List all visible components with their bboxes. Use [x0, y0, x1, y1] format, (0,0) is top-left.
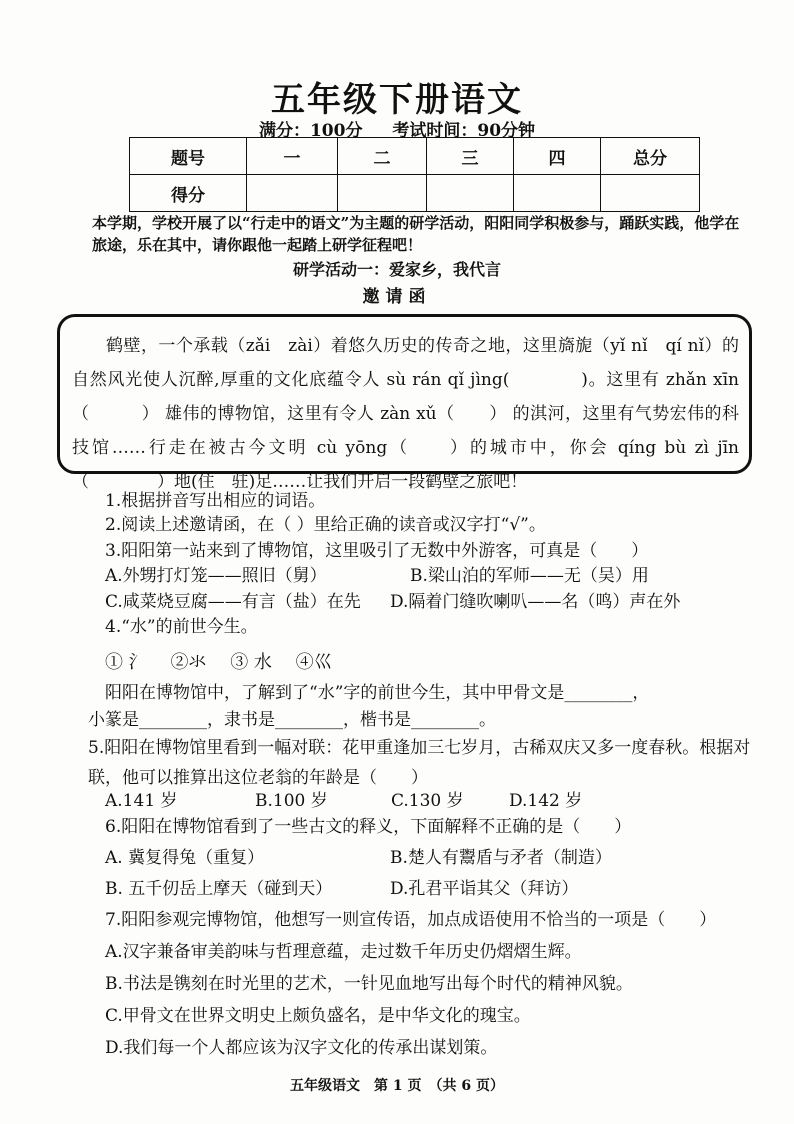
glyph-oracle-bone: ① ⺡	[105, 652, 147, 673]
option-c[interactable]: C.130 岁	[391, 791, 464, 811]
option-c[interactable]: C.甲骨文在世界文明史上颇负盛名，是中华文化的瑰宝。	[105, 1006, 531, 1026]
question-1: 1.根据拼音写出相应的词语。	[105, 491, 326, 511]
activity-title: 研学活动一：爱家乡，我代言	[292, 260, 501, 279]
score-table	[129, 137, 700, 212]
exam-time: 考试时间：90分钟	[392, 121, 536, 141]
score-cell: 题号	[130, 138, 247, 175]
glyph-clerical: ②氺	[170, 652, 207, 673]
option-b[interactable]: B.书法是镌刻在时光里的艺术，一针见血地写出每个时代的精神风貌。	[105, 974, 633, 994]
option-d[interactable]: D.我们每一个人都应该为汉字文化的传承出谋划策。	[105, 1038, 498, 1058]
option-b[interactable]: B.梁山泊的军师——无（吴）用	[410, 566, 649, 586]
question-6: 6.阳阳在博物馆看到了一些古文的释义，下面解释不正确的是（ ）	[105, 817, 632, 837]
score-input-cell[interactable]	[514, 175, 601, 212]
question-4-text-2: 小篆是________，隶书是________，楷书是________。	[88, 710, 496, 730]
score-input-cell[interactable]	[338, 175, 427, 212]
score-cell: 总分	[601, 138, 700, 175]
score-cell: 二	[338, 138, 427, 175]
full-score: 满分：100分	[258, 121, 363, 141]
question-6-options-row-2	[105, 874, 765, 904]
score-cell: 一	[247, 138, 338, 175]
option-c[interactable]: B. 五千仞岳上摩天（碰到天）	[105, 879, 333, 899]
option-d[interactable]: D.隔着门缝吹喇叭——名（鸣）声在外	[390, 592, 681, 612]
option-d[interactable]: D.孔君平诣其父（拜访）	[390, 879, 579, 899]
water-glyph-forms	[105, 648, 350, 674]
glyph-regular: ③ 水	[230, 652, 272, 673]
question-6-options-row-1	[105, 843, 765, 873]
question-5: 5.阳阳在博物馆里看到一幅对联：花甲重逢加三七岁月，古稀双庆又多一度春秋。根据对联，他可以推算出这位老翁的年龄是（ ）	[88, 738, 751, 788]
option-a[interactable]: A.141 岁	[105, 791, 178, 811]
question-2: 2.阅读上述邀请函，在（ ）里给正确的读音或汉字打“√”。	[105, 515, 546, 535]
option-b[interactable]: B.100 岁	[255, 791, 328, 811]
invitation-letter-box	[57, 314, 752, 492]
score-cell: 三	[427, 138, 514, 175]
question-3: 3.阳阳第一站来到了博物馆，这里吸引了无数中外游客，可真是（ ）	[105, 541, 649, 561]
score-input-cell[interactable]	[247, 175, 338, 212]
score-cell: 四	[514, 138, 601, 175]
option-a[interactable]: A.外甥打灯笼——照旧（舅）	[105, 566, 327, 586]
question-4: 4.“水”的前世今生。	[105, 617, 258, 637]
question-4-text-1: 阳阳在博物馆中，了解到了“水”字的前世今生，其中甲骨文是________，	[105, 683, 650, 703]
score-table-score-row	[130, 175, 700, 212]
option-c[interactable]: C.咸菜烧豆腐——有言（盐）在先	[105, 592, 361, 612]
score-input-cell[interactable]	[601, 175, 700, 212]
option-a[interactable]: A.汉字兼备审美韵味与哲理意蕴，走过数千年历史仍熠熠生辉。	[105, 942, 582, 962]
score-cell: 得分	[130, 175, 247, 212]
page-footer: 五年级语文 第 1 页 （共 6 页）	[290, 1078, 504, 1094]
invitation-title: 邀请函	[362, 287, 432, 307]
score-input-cell[interactable]	[427, 175, 514, 212]
option-a[interactable]: A. 冀复得兔（重复）	[105, 848, 265, 868]
option-d[interactable]: D.142 岁	[509, 791, 583, 811]
question-7: 7.阳阳参观完博物馆，他想写一则宣传语，加点成语使用不恰当的一项是（ ）	[105, 910, 717, 930]
intro-paragraph: 本学期，学校开展了以“行走中的语文”为主题的研学活动，阳阳同学积极参与，踊跃实践，他学在旅途，乐在其中，请你跟他一起踏上研学征程吧！	[92, 214, 740, 254]
exam-title: 五年级下册语文	[271, 80, 523, 120]
glyph-seal: ④巛	[295, 652, 332, 673]
option-b[interactable]: B.楚人有鬻盾与矛者（制造）	[390, 848, 612, 868]
invitation-letter-text: 鹤壁，一个承载（zǎi zài）着悠久历史的传奇之地，这里旖旎（yǐ nǐ qí nǐ）的自然风光使人沉醉,厚重的文化底蕴令人 sù rán qǐ jìng( )。这里有 zhǎn xīn（ ） 雄伟的博物馆，这里有令人 zàn xǔ（ ） 的淇河，这里有气势宏伟的科技馆……行走在被古今文明 cù yōng（ ）的城市中，你会 qíng bù zì jīn（ ）地(住 驻)足……让我们开启一段鹤壁之旅吧！	[72, 336, 739, 492]
score-table-header-row	[130, 138, 700, 175]
